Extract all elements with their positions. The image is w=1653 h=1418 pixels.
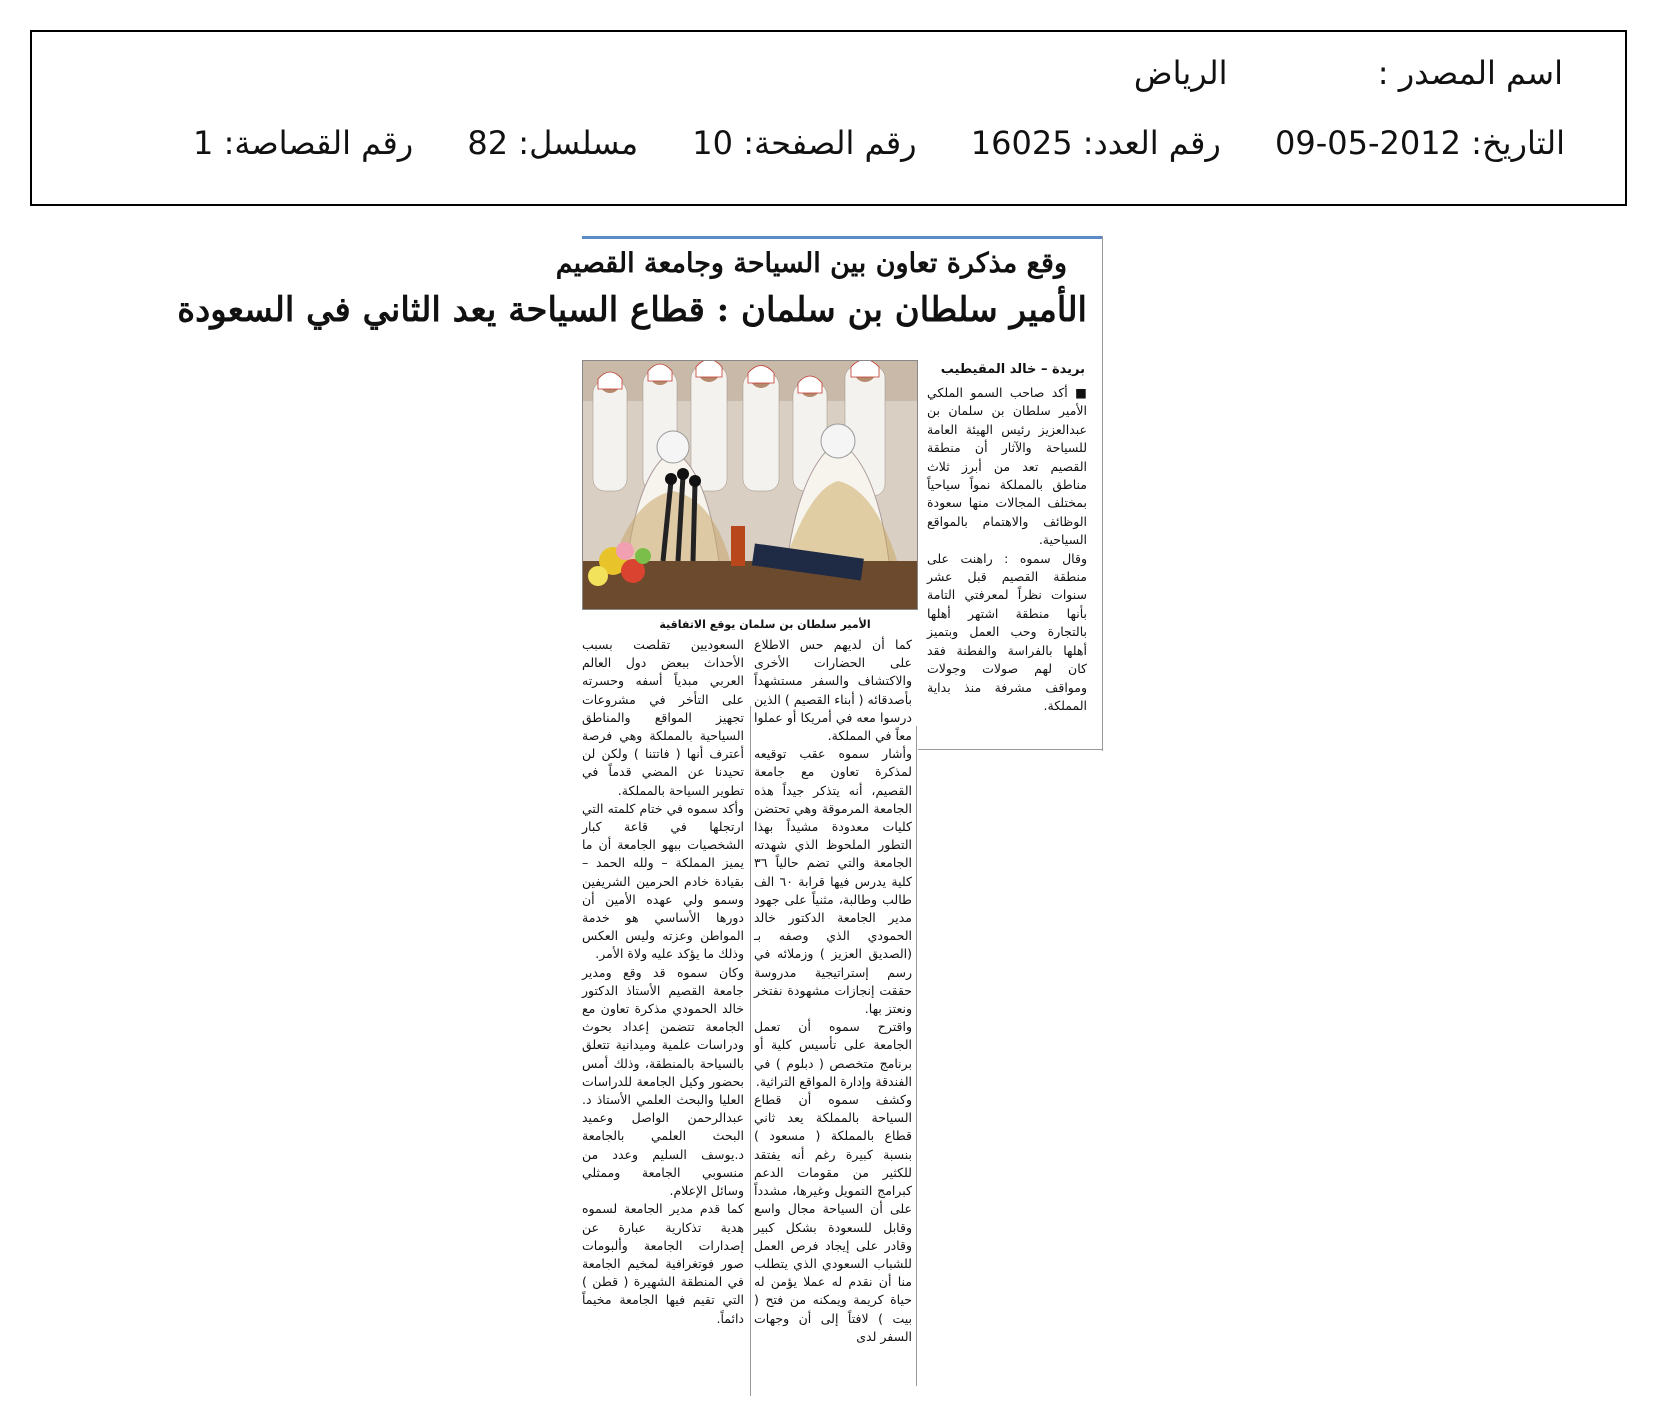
top-rule — [582, 236, 1102, 239]
issue-value: 16025 — [970, 124, 1073, 162]
clip-label: رقم القصاصة: — [223, 124, 414, 162]
date-label: التاريخ: — [1471, 124, 1565, 162]
article-text: السعوديين تقلصت بسبب الأحداث ببعض دول العالم العربي مبدياً أسفه وحسرته على التأخر في مشروعات تجهيز المواقع والمناطق السياحية بالمملكة وهي فرصة أعترف أنها ( فاتتنا ) ولكن لن تحيدنا عن المضي قدماً في تطوير السياحة بالمملكة. وأكد سموه في ختام كلمته التي ارتجلها في قاعة كبار الشخصيات ببهو الجامعة أن ما يميز المملكة – ولله الحمد – بقيادة خادم الحرمين الشريفين وسمو ولي عهده الأمين أن دورها الأساسي هو خدمة المواطن وعزته وليس العكس وذلك ما يؤكد عليه ولاة الأمر. وكان سموه قد وقع ومدير جامعة القصيم الأستاذ الدكتور خالد الحمودي مذكرة تعاون مع الجامعة تتضمن إعداد بحوث ودراسات علمية وميدانية تتعلق بالسياحة بالمنطقة، وذلك أمس بحضور وكيل الجامعة للدراسات العليا والبحث العلمي الأستاذ د. عبدالرحمن الواصل وعميد البحث العلمي بالجامعة د.يوسف السليم وعدد من منسوبي الجامعة وممثلي وسائل الإعلام. كما قدم مدير الجامعة لسموه هدية تذكارية عبارة عن إصدارات الجامعة وألبومات صور فوتغرافية لمخيم الجامعة في المنطقة الشهيرة ( قطن ) التي تقيم فيها الجامعة مخيماً دائماً. — [582, 637, 744, 1326]
serial-value: 82 — [467, 124, 509, 162]
column-rule — [1102, 236, 1103, 751]
article-column-right — [927, 384, 1087, 715]
source-info-box — [30, 30, 1627, 206]
article-headline: الأمير سلطان بن سلمان : قطاع السياحة يعد الثاني في السعودة — [177, 290, 1087, 330]
article-text: كما أن لديهم حس الاطلاع على الحضارات الأخرى والاكتشاف والسفر مستشهداً بأصدقائه ( أبناء القصيم ) الذين درسوا معه في أمريكا أو عملوا معاً في المملكة. وأشار سموه عقب توقيعه لمذكرة تعاون مع جامعة القصيم، أنه يتذكر جيداً هذه الجامعة المرموقة وهي تحتضن كليات معدودة مشيداً بهذا التطور الملحوظ الذي شهدته الجامعة والتي تضم حالياً ٣٦ كلية يدرس فيها قرابة ٦٠ الف طالب وطالبة، مثنياً على جهود مدير الجامعة الدكتور خالد الحمودي الذي وصفه بـ (الصديق العزيز ) وزملائه في رسم إستراتيجية مدروسة حققت إنجازات مشهودة نفتخر ونعتز بها. واقترح سموه أن تعمل الجامعة على تأسيس كلية أو برنامج متخصص ( دبلوم ) في الفندقة وإدارة المواقع التراثية. وكشف سموه أن قطاع السياحة بالمملكة يعد ثاني قطاع بالمملكة ( مسعود ) بنسبة كبيرة رغم أنه يفتقد للكثير من مقومات الدعم كبرامج التمويل وغيرها، مشدداً على أن السياحة مجال واسع وقابل للسعودة بشكل كبير وقادر على إيجاد فرص العمل للشباب السعودي الذي يتطلب منا أن نقدم له عملا يؤمن له حياة كريمة ويمكنه من فتح ( بيت ) لافتاً إلى أن وجهات السفر لدى — [754, 637, 912, 1344]
article-column-left — [582, 636, 744, 1328]
issue-label: رقم العدد: — [1082, 124, 1221, 162]
article-kicker: وقع مذكرة تعاون بين السياحة وجامعة القصيم — [555, 248, 1067, 279]
article-text: ■ أكد صاحب السمو الملكي الأمير سلطان بن سلمان بن عبدالعزيز رئيس الهيئة العامة للسياحة والآثار أن منطقة القصيم تعد من أبرز ثلاث مناطق بالمملكة نمواً سياحياً بمختلف المجالات منها سعودة الوظائف والاهتمام بالمواقع السياحية. وقال سموه : راهنت على منطقة القصيم قبل عشر سنوات نظراً لمعرفتي التامة بأنها منطقة اشتهر أهلها بالتجارة وحب العمل وبتميز أهلها بالفراسة والفطنة فقد كان لهم صولات وجولات ومواقف مشرفة منذ بداية المملكة. — [927, 385, 1087, 713]
article-column-middle — [754, 636, 912, 1346]
page-value: 10 — [692, 124, 734, 162]
clip-value: 1 — [193, 124, 214, 162]
source-row — [1134, 54, 1563, 92]
photo-caption: الأمير سلطان بن سلمان يوقع الاتفاقية — [659, 618, 871, 631]
signing-photo — [582, 360, 918, 610]
column-rule — [750, 706, 751, 1396]
source-label: اسم المصدر : — [1377, 54, 1563, 92]
page-label: رقم الصفحة: — [743, 124, 917, 162]
meta-row — [193, 124, 1565, 162]
date-value: 2012-05-09 — [1275, 124, 1461, 162]
newspaper-clipping — [177, 236, 1105, 1404]
column-rule — [916, 726, 917, 1386]
article-byline: بريدة – خالد المقيطيب — [940, 362, 1085, 377]
serial-label: مسلسل: — [518, 124, 639, 162]
source-value: الرياض — [1133, 54, 1228, 92]
column-rule — [918, 749, 1103, 750]
